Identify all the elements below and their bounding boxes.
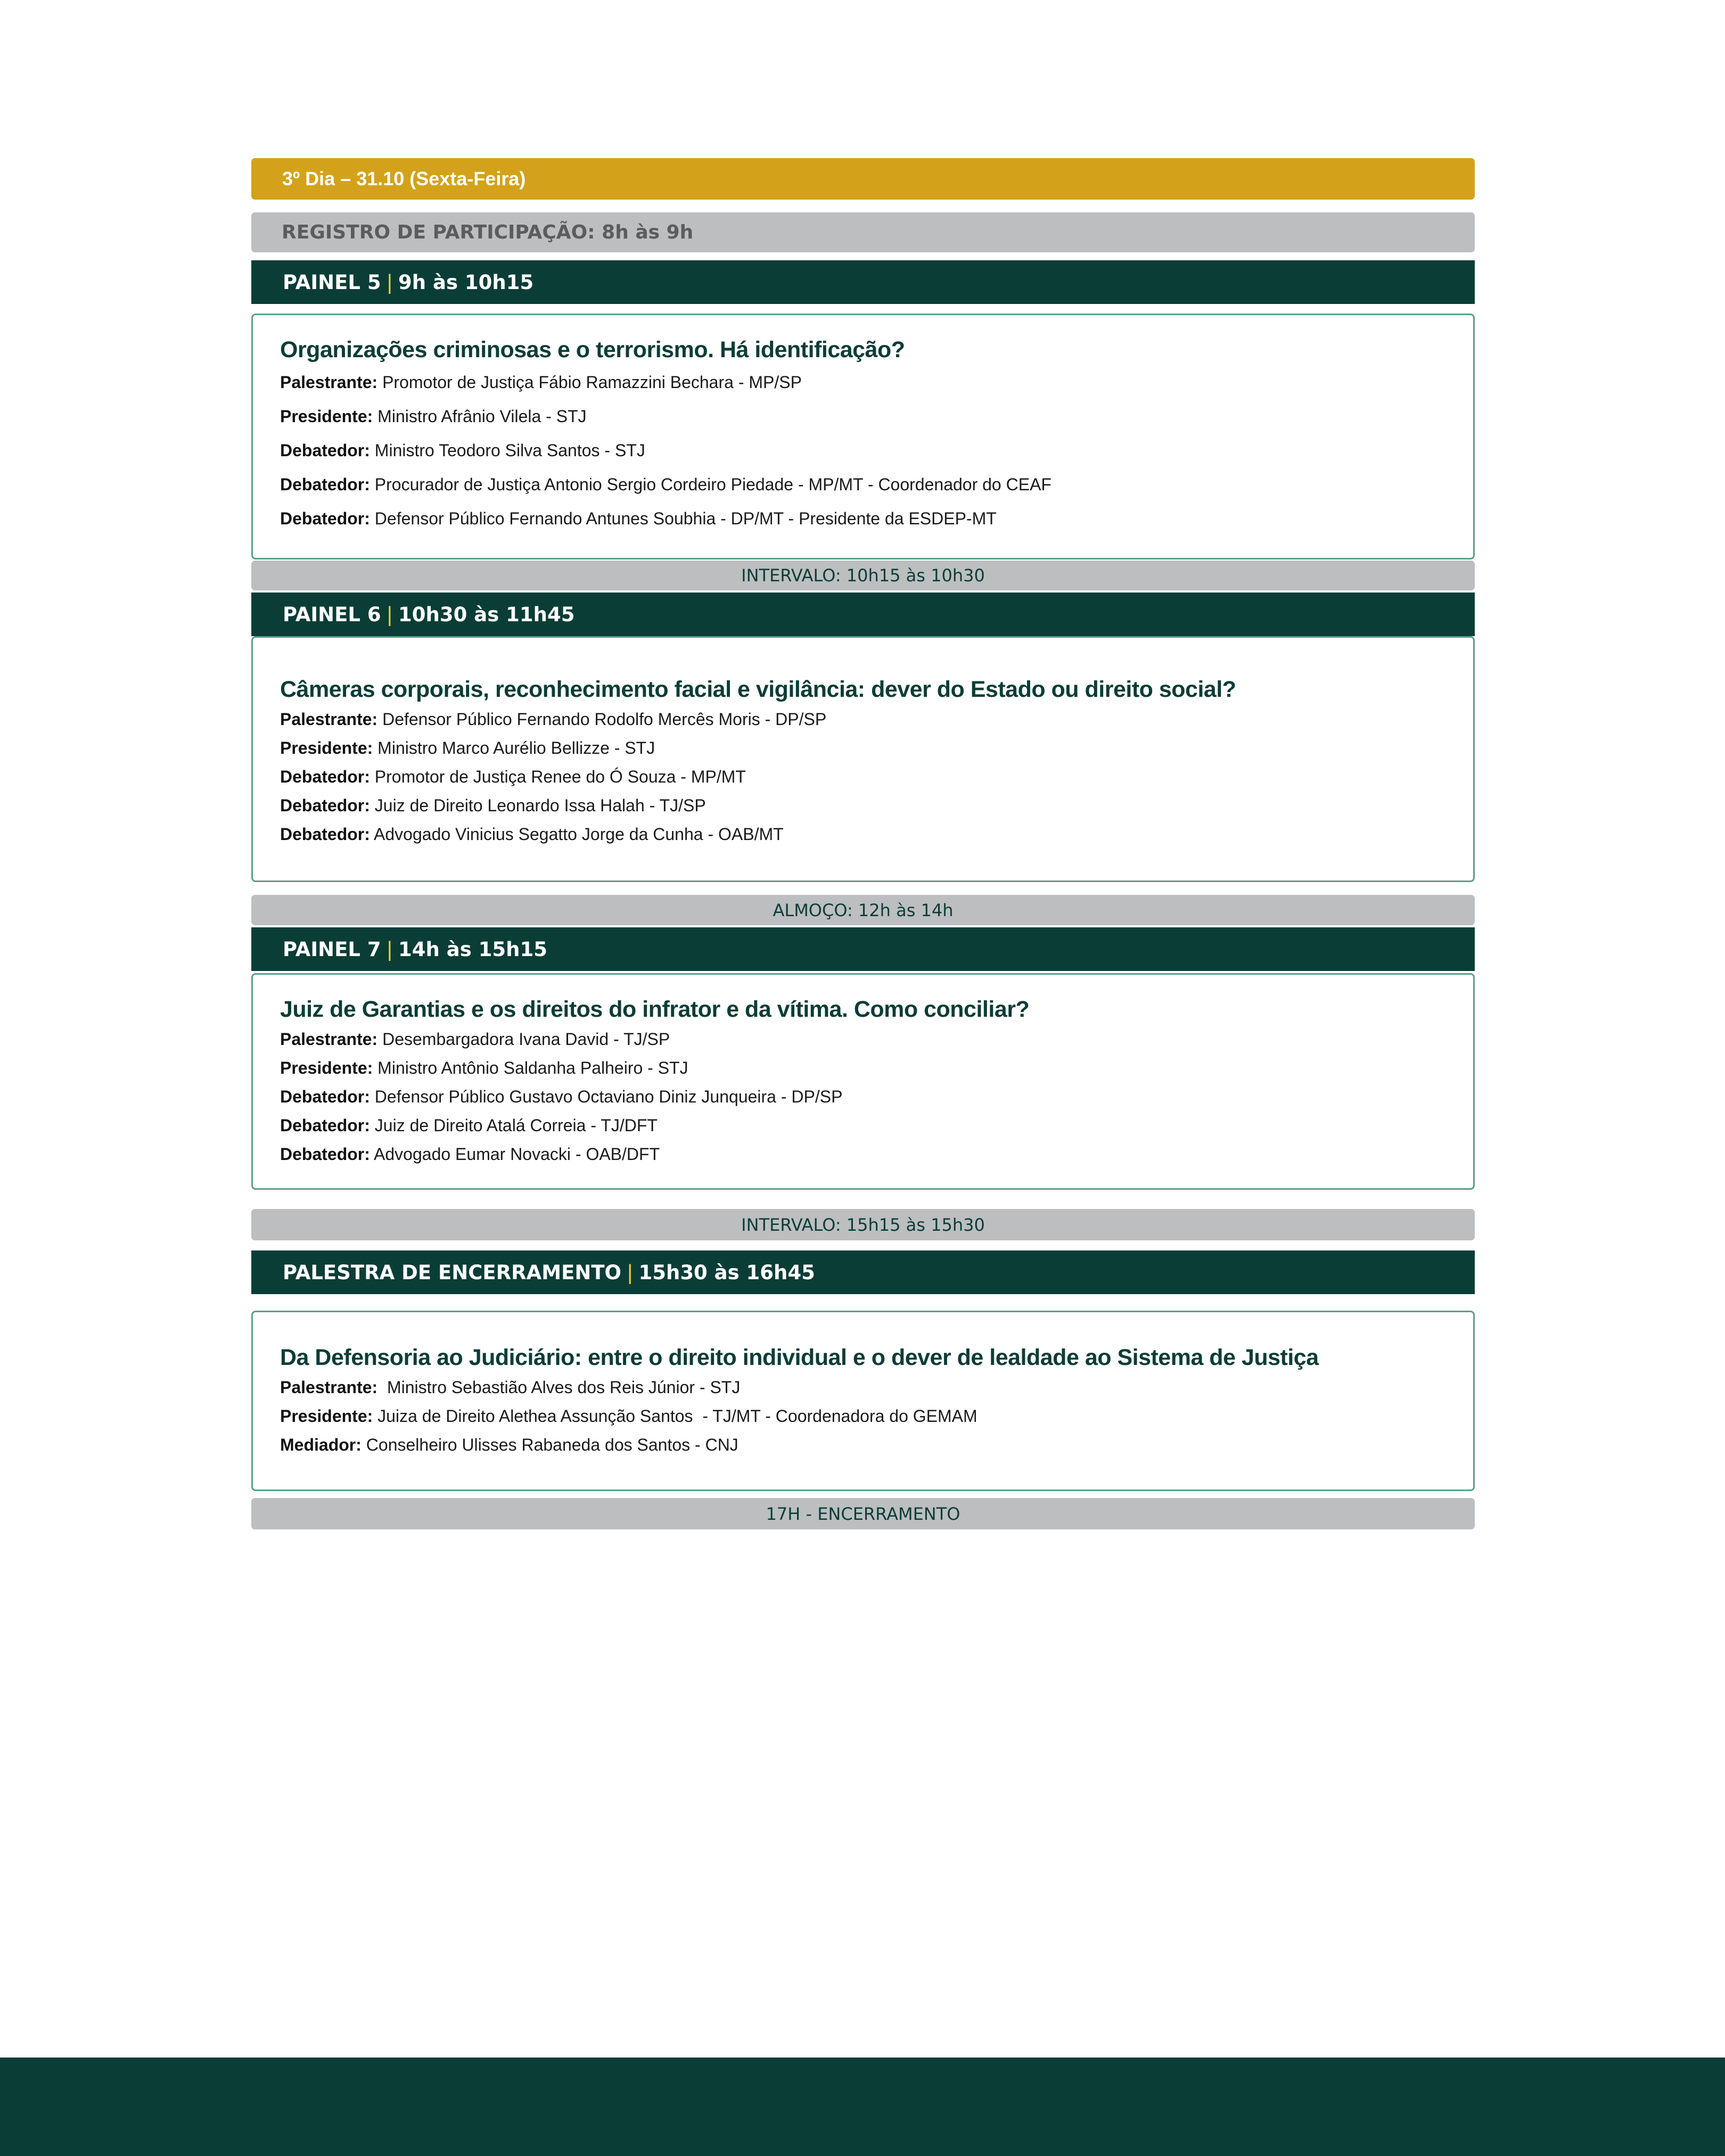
role-label: Presidente:: [280, 1058, 373, 1077]
footer-band: [0, 2058, 1725, 2156]
participant-row: [280, 820, 1473, 849]
participant-row: [280, 734, 1473, 762]
session-title: Câmeras corporais, reconhecimento facial e vigilância: dever do Estado ou direito social?: [280, 677, 1236, 702]
participant-name: Ministro Marco Aurélio Bellizze - STJ: [373, 738, 655, 758]
participant-row: [280, 762, 1473, 791]
break-label: ALMOÇO: 12h às 14h: [773, 900, 954, 920]
participant-name: Promotor de Justiça Fábio Ramazzini Bechara - MP/SP: [377, 373, 802, 392]
participant-row: [280, 1402, 1473, 1430]
separator: |: [386, 937, 393, 961]
participant-row: [280, 433, 1473, 467]
role-label: Palestrante:: [280, 1030, 378, 1049]
day-header-label: 3º Dia – 31.10 (Sexta-Feira): [282, 168, 526, 190]
panel-time: 15h30 às 16h45: [638, 1261, 815, 1284]
break-bar: [251, 561, 1475, 590]
participant-row: [280, 1373, 1473, 1402]
participant-name: Advogado Eumar Novacki - OAB/DFT: [369, 1145, 660, 1164]
panel-6-header: [251, 593, 1475, 636]
separator: |: [386, 603, 393, 626]
break-bar: [251, 1209, 1475, 1240]
panel-7-header: [251, 927, 1475, 971]
participant-name: Advogado Vinicius Segatto Jorge da Cunha - OAB/MT: [369, 825, 784, 844]
participant-row: [280, 1054, 1473, 1082]
closing-bar: [251, 1498, 1475, 1529]
role-label: Presidente:: [280, 738, 373, 758]
participant-name: Promotor de Justiça Renee do Ó Souza - MP/MT: [369, 767, 746, 786]
role-label: Presidente:: [280, 407, 373, 426]
participant-name: Defensor Público Gustavo Octaviano Diniz Junqueira - DP/SP: [369, 1087, 843, 1106]
role-label: Presidente:: [280, 1406, 373, 1426]
role-label: Debatedor:: [280, 1087, 370, 1106]
role-label: Debatedor:: [280, 825, 370, 844]
closing-lecture-header: [251, 1250, 1475, 1294]
role-label: Debatedor:: [280, 1145, 370, 1164]
participant-name: Defensor Público Fernando Antunes Soubhia - DP/MT - Presidente da ESDEP-MT: [369, 509, 997, 528]
participant-name: Juiza de Direito Alethea Assunção Santos - TJ/MT - Coordenadora do GEMAM: [373, 1406, 978, 1426]
program-sheet: [251, 158, 1475, 1529]
panel-name: PALESTRA DE ENCERRAMENTO: [283, 1261, 622, 1284]
session-title: Juiz de Garantias e os direitos do infrator e da vítima. Como conciliar?: [280, 997, 1030, 1022]
participant-row: [280, 705, 1473, 734]
panel-7-card: [251, 973, 1475, 1190]
break-label: INTERVALO: 15h15 às 15h30: [741, 1214, 985, 1235]
participant-row: [280, 1111, 1473, 1140]
break-bar: [251, 895, 1475, 925]
participant-name: Juiz de Direito Leonardo Issa Halah - TJ/SP: [369, 796, 706, 815]
participant-row: [280, 1140, 1473, 1168]
participant-row: [280, 399, 1473, 433]
role-label: Palestrante:: [280, 1378, 378, 1397]
participant-row: [280, 1082, 1473, 1111]
role-label: Debatedor:: [280, 767, 370, 786]
participant-row: [280, 467, 1473, 501]
participant-name: Conselheiro Ulisses Rabaneda dos Santos - CNJ: [361, 1435, 738, 1454]
separator: |: [386, 270, 393, 294]
participant-name: Juiz de Direito Atalá Correia - TJ/DFT: [369, 1116, 658, 1135]
day-header: [251, 158, 1475, 200]
panel-name: PAINEL 7: [283, 937, 381, 961]
participant-name: Ministro Sebastião Alves dos Reis Júnior - STJ: [377, 1378, 741, 1397]
role-label: Debatedor:: [280, 1116, 370, 1135]
panel-time: 10h30 às 11h45: [398, 603, 575, 626]
panel-time: 14h às 15h15: [398, 937, 547, 961]
participant-row: [280, 365, 1473, 399]
role-label: Debatedor:: [280, 796, 370, 815]
session-title: Organizações criminosas e o terrorismo. Há identificação?: [280, 337, 905, 363]
participant-row: [280, 1430, 1473, 1459]
role-label: Palestrante:: [280, 710, 378, 729]
panel-5-header: [251, 260, 1475, 304]
role-label: Debatedor:: [280, 441, 370, 460]
participant-row: [280, 1025, 1473, 1054]
role-label: Palestrante:: [280, 373, 378, 392]
registration-label: REGISTRO DE PARTICIPAÇÃO: 8h às 9h: [282, 221, 694, 243]
registration-bar: [251, 212, 1475, 252]
break-label: INTERVALO: 10h15 às 10h30: [741, 565, 985, 586]
panel-name: PAINEL 6: [283, 603, 381, 626]
role-label: Debatedor:: [280, 509, 370, 528]
closing-label: 17H - ENCERRAMENTO: [766, 1503, 960, 1524]
role-label: Debatedor:: [280, 475, 370, 494]
panel-time: 9h às 10h15: [398, 270, 534, 294]
participant-row: [280, 791, 1473, 820]
participant-name: Procurador de Justiça Antonio Sergio Cordeiro Piedade - MP/MT - Coordenador do CEAF: [369, 475, 1052, 494]
participant-name: Ministro Afrânio Vilela - STJ: [373, 407, 587, 426]
participant-name: Defensor Público Fernando Rodolfo Mercês Moris - DP/SP: [377, 710, 827, 729]
panel-6-card: [251, 636, 1475, 882]
separator: |: [627, 1261, 634, 1284]
participant-row: [280, 501, 1473, 536]
closing-lecture-card: [251, 1311, 1475, 1491]
panel-5-card: [251, 314, 1475, 559]
participant-name: Ministro Teodoro Silva Santos - STJ: [369, 441, 645, 460]
participant-name: Ministro Antônio Saldanha Palheiro - STJ: [373, 1058, 688, 1077]
participant-name: Desembargadora Ivana David - TJ/SP: [377, 1030, 670, 1049]
role-label: Mediador:: [280, 1435, 362, 1454]
panel-name: PAINEL 5: [283, 270, 381, 294]
session-title: Da Defensoria ao Judiciário: entre o direito individual e o dever de lealdade ao Sistema de Justiça: [280, 1345, 1319, 1370]
